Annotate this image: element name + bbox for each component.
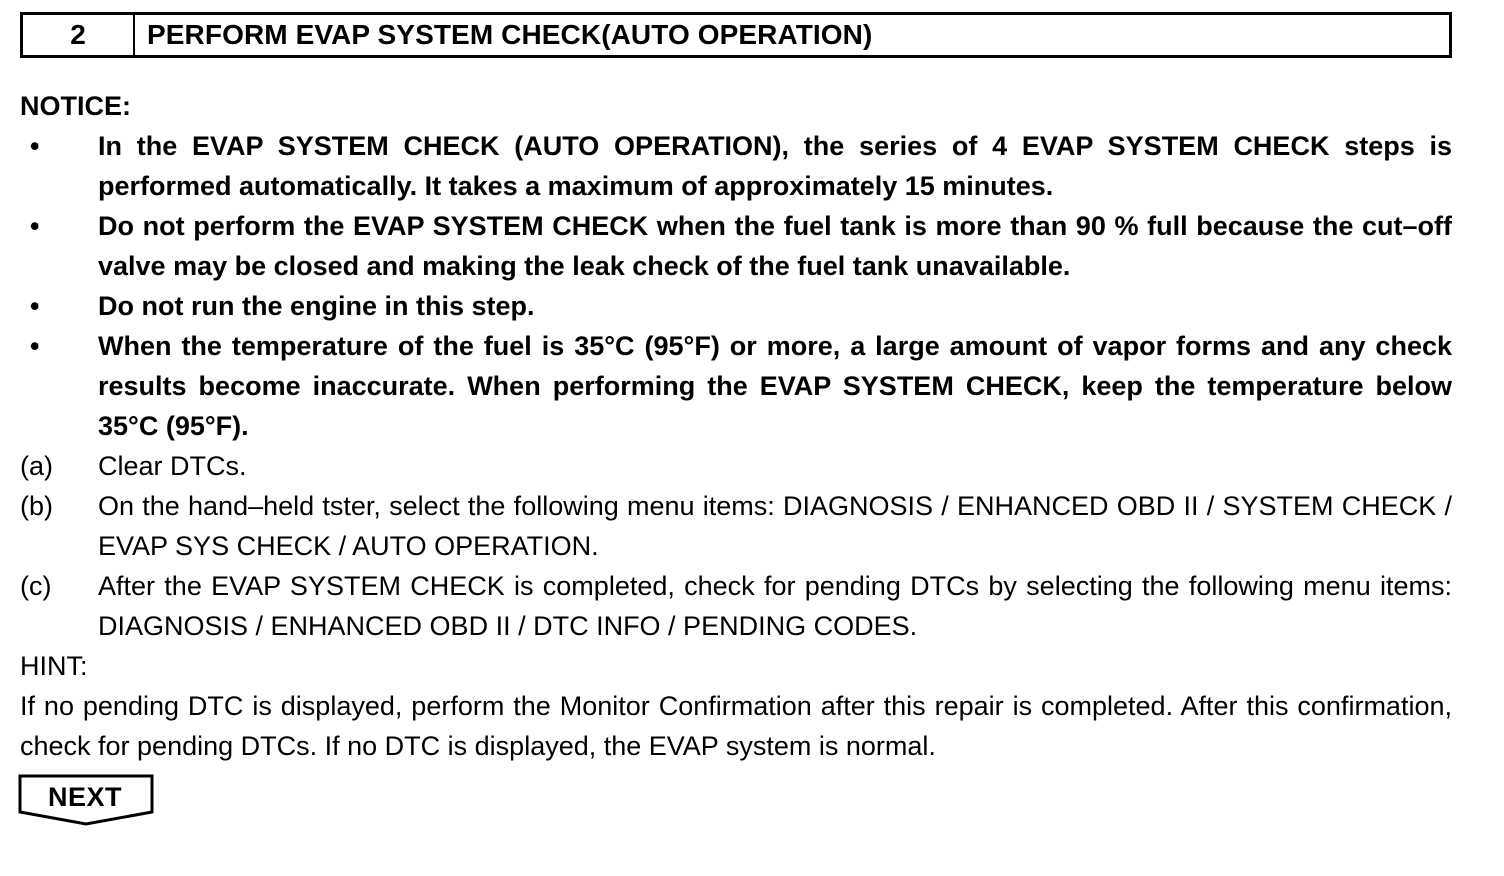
step-marker: (b) xyxy=(20,491,53,521)
step-item xyxy=(20,446,1452,486)
notice-item xyxy=(20,206,1452,286)
step-item xyxy=(20,486,1452,566)
step-item-text: After the EVAP SYSTEM CHECK is completed, check for pending DTCs by selecting the following menu items: DIAGNOSIS / ENHANCED OBD II / DTC INFO / PENDING CODES. xyxy=(98,571,1452,641)
next-button-label: NEXT xyxy=(47,782,122,812)
procedure-page xyxy=(20,12,1452,766)
notice-item-text: Do not perform the EVAP SYSTEM CHECK when the fuel tank is more than 90 % full because the cut–off valve may be closed and making the leak check of the fuel tank unavailable. xyxy=(98,211,1452,281)
step-item-text: Clear DTCs. xyxy=(98,451,247,481)
notice-item xyxy=(20,326,1452,446)
hint-label: HINT: xyxy=(20,651,88,681)
notice-item-text: When the temperature of the fuel is 35°C (95°F) or more, a large amount of vapor forms and any check results become inaccurate. When performing the EVAP SYSTEM CHECK, keep the temperature below 35°C (95°F). xyxy=(98,331,1452,441)
bullet-marker: • xyxy=(30,331,40,361)
notice-item-text: Do not run the engine in this step. xyxy=(98,291,535,321)
bullet-marker: • xyxy=(30,131,40,161)
step-number: 2 xyxy=(23,15,135,55)
notice-item xyxy=(20,126,1452,206)
notice-item-text: In the EVAP SYSTEM CHECK (AUTO OPERATION), the series of 4 EVAP SYSTEM CHECK steps is performed automatically. It takes a maximum of approximately 15 minutes. xyxy=(98,131,1452,201)
step-header xyxy=(20,12,1452,58)
next-button[interactable] xyxy=(18,774,156,828)
step-content xyxy=(20,86,1452,766)
bullet-marker: • xyxy=(30,211,40,241)
notice-item xyxy=(20,286,1452,326)
step-title: PERFORM EVAP SYSTEM CHECK(AUTO OPERATION) xyxy=(147,19,873,50)
step-item-text: On the hand–held tster, select the following menu items: DIAGNOSIS / ENHANCED OBD II / SYSTEM CHECK / EVAP SYS CHECK / AUTO OPERATION. xyxy=(98,491,1452,561)
step-marker: (a) xyxy=(20,451,53,481)
hint-text: If no pending DTC is displayed, perform the Monitor Confirmation after this repair is completed. After this confirmation, check for pending DTCs. If no DTC is displayed, the EVAP system is normal. xyxy=(20,691,1452,761)
bullet-marker: • xyxy=(30,291,40,321)
notice-label: NOTICE: xyxy=(20,91,131,121)
step-item xyxy=(20,566,1452,646)
step-marker: (c) xyxy=(20,571,52,601)
